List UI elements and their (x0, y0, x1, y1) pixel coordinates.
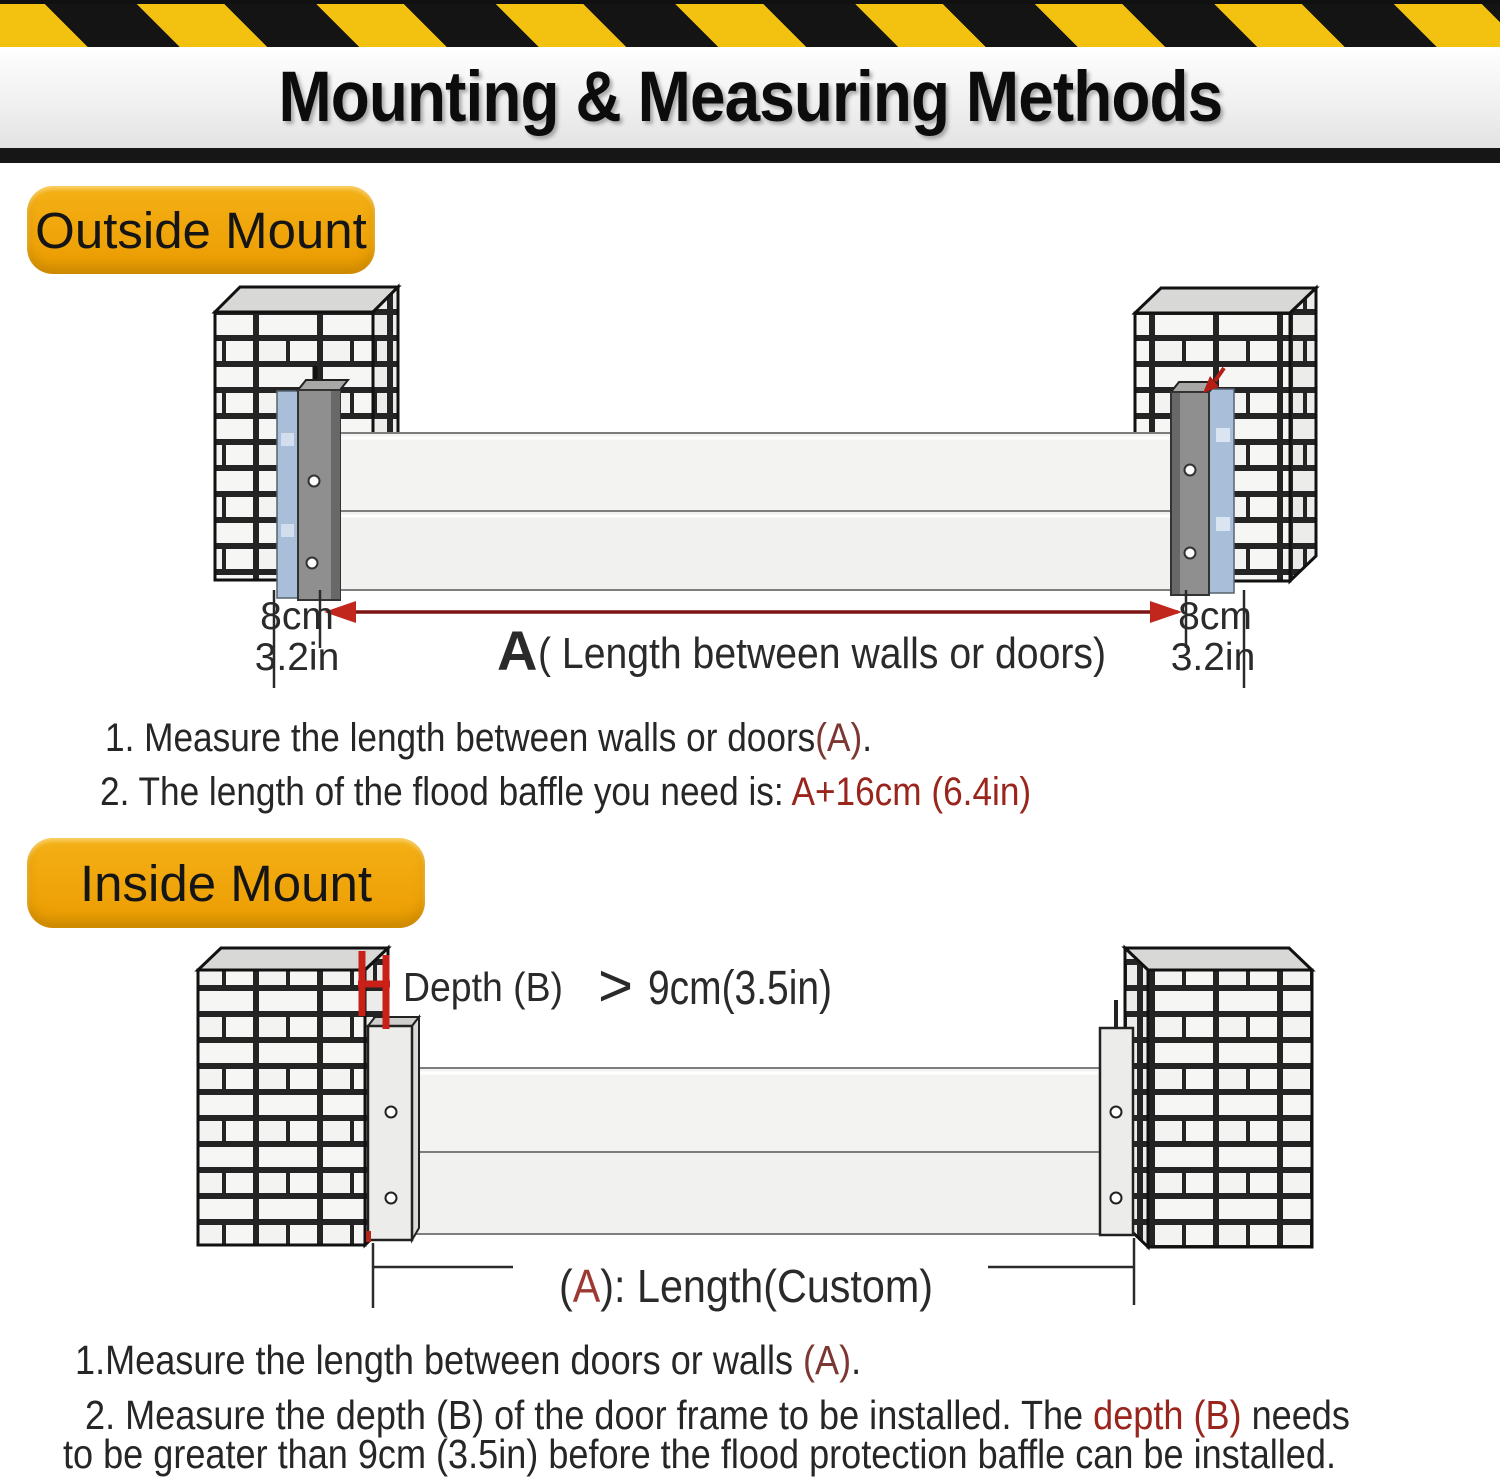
span-label-text: ( Length between walls or doors) (538, 629, 1106, 678)
dim-right-cm: 8cm (1178, 595, 1252, 638)
length-measurement (373, 1238, 1134, 1312)
outside-step-2: 2. The length of the flood baffle you need is: A+16cm (6.4in) (100, 770, 1032, 814)
inside-step-1: 1.Measure the length between doors or walls (A). (75, 1337, 862, 1383)
right-seal-strip (1209, 389, 1234, 593)
title-band (0, 47, 1500, 148)
screw-hole (309, 476, 320, 487)
page-title: Mounting & Measuring Methods (278, 58, 1222, 137)
depth-gt-sign: > (598, 952, 634, 1019)
inside-mount-diagram (0, 930, 1500, 1322)
depth-label-text: Depth (B) (403, 964, 563, 1010)
left-mounting-plate (366, 1017, 419, 1242)
outside-mount-label: Outside Mount (35, 201, 367, 259)
screw-hole (386, 1107, 397, 1118)
screw-hole (386, 1193, 397, 1204)
dim-left-cm: 8cm (260, 595, 334, 638)
flood-barrier (330, 433, 1188, 590)
left-seal-strip (277, 391, 298, 598)
depth-value-text: 9cm(3.5in) (648, 962, 832, 1015)
right-brick-pillar (1125, 948, 1312, 1247)
screw-hole (307, 558, 318, 569)
flood-barrier (412, 1068, 1100, 1234)
right-mounting-plate (1100, 1000, 1133, 1235)
outside-mount-badge (27, 186, 375, 274)
screw-hole (1185, 548, 1196, 559)
length-label: (A): Length(Custom) (559, 1260, 972, 1312)
inside-step-2-line-2: to be greater than 9cm (3.5in) before the flood protection baffle can be installed. (63, 1431, 1336, 1477)
measurement-annotation (255, 590, 1256, 688)
dim-right-in: 3.2in (1170, 636, 1256, 679)
span-label-a: A (497, 619, 538, 682)
inside-mount-label: Inside Mount (79, 854, 372, 912)
depth-label (403, 952, 832, 1019)
hazard-stripe-banner (0, 0, 1500, 47)
screw-hole (1111, 1193, 1122, 1204)
screw-hole (1111, 1107, 1122, 1118)
outside-step-1: 1. Measure the length between walls or doors(A). (105, 716, 873, 760)
inside-mount-badge (27, 838, 425, 928)
inside-step-2-line-1: 2. Measure the depth (B) of the door frame to be installed. The depth (B) needs (85, 1392, 1350, 1438)
dim-left-in: 3.2in (254, 636, 340, 679)
left-mounting-channel (298, 366, 348, 600)
outside-mount-diagram (0, 280, 1500, 700)
screw-hole (1185, 465, 1196, 476)
header-divider-bar (0, 148, 1500, 163)
